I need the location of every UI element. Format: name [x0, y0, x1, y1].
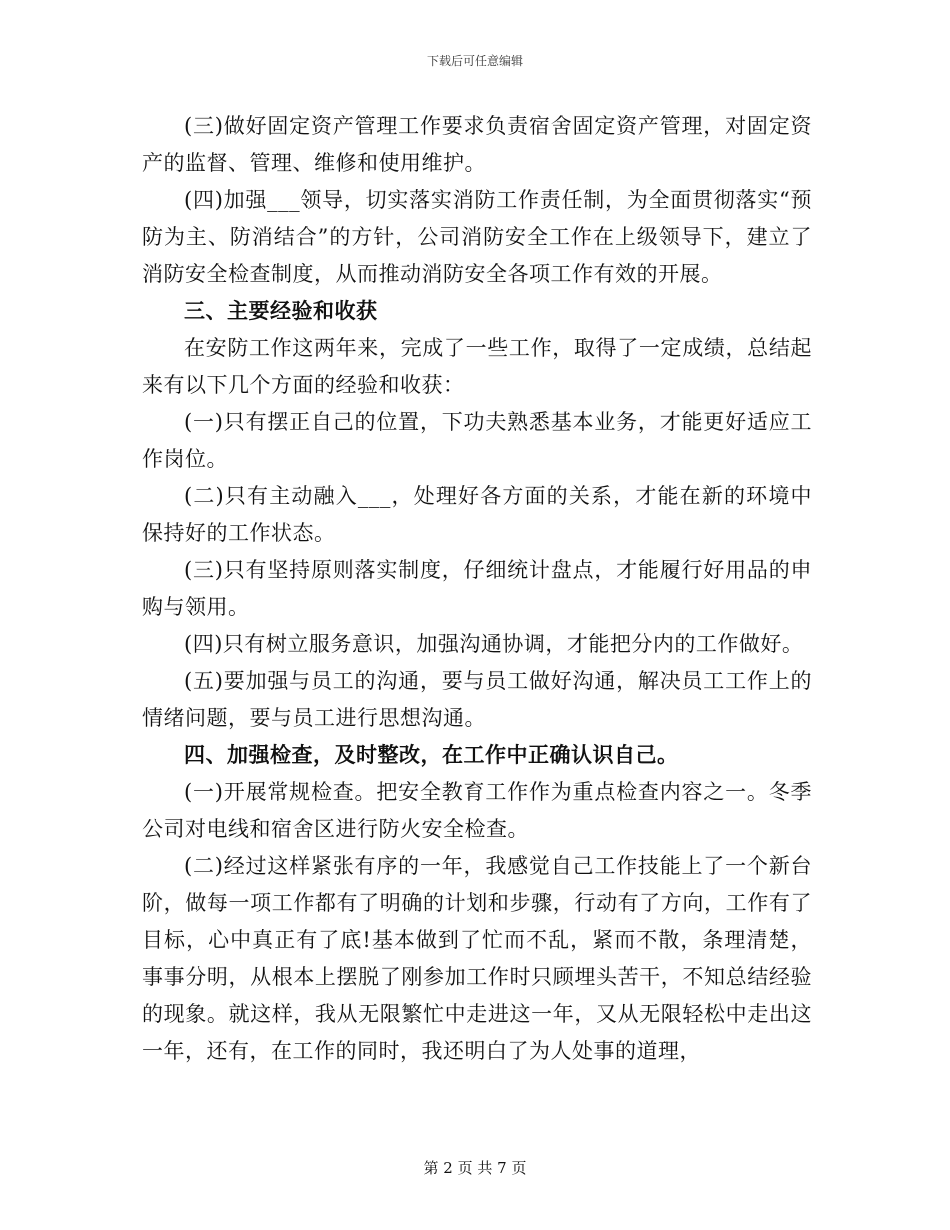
document-body: [142, 108, 812, 1070]
section-heading-inspection: 四、加强检查，及时整改，在工作中正确认识自己。: [184, 743, 679, 767]
paragraph-experience-4: (四)只有树立服务意识，加强沟通协调，才能把分内的工作做好。: [184, 632, 804, 656]
page-number: 第 2 页 共 7 页: [423, 1159, 527, 1177]
paragraph-experience-1: (一)只有摆正自己的位置，下功夫熟悉基本业务，才能更好适应工作岗位。: [142, 410, 812, 471]
paragraph-experience-intro: 在安防工作这两年来，完成了一些工作，取得了一定成绩，总结起来有以下几个方面的经验和收获：: [142, 336, 812, 397]
header-note: 下载后可任意编辑: [426, 54, 523, 68]
section-heading-experience: 三、主要经验和收获: [184, 299, 378, 323]
paragraph-inspection-1: (一)开展常规检查。把安全教育工作作为重点检查内容之一。冬季公司对电线和宿舍区进行防火安全检查。: [142, 780, 812, 841]
paragraph-inspection-2: (二)经过这样紧张有序的一年，我感觉自己工作技能上了一个新台阶，做每一项工作都有了明确的计划和步骤，行动有了方向，工作有了目标，心中真正有了底!基本做到了忙而不乱，紧而不散，条理清楚，事事分明，从根本上摆脱了刚参加工作时只顾埋头苦干，不知总结经验的现象。就这样，我从无限繁忙中走进这一年，又从无限轻松中走出这一年，还有，在工作的同时，我还明白了为人处事的道理，: [142, 854, 812, 1063]
paragraph-experience-5: (五)要加强与员工的沟通，要与员工做好沟通，解决员工工作上的情绪问题，要与员工进行思想沟通。: [142, 669, 812, 730]
paragraph-experience-3: (三)只有坚持原则落实制度，仔细统计盘点，才能履行好用品的申购与领用。: [142, 558, 812, 619]
paragraph-fixed-assets: (三)做好固定资产管理工作要求负责宿舍固定资产管理，对固定资产的监督、管理、维修和使用维护。: [142, 114, 812, 175]
paragraph-experience-2: (二)只有主动融入___，处理好各方面的关系，才能在新的环境中保持好的工作状态。: [142, 484, 812, 545]
paragraph-fire-safety: (四)加强___领导，切实落实消防工作责任制，为全面贯彻落实“预防为主、防消结合”的方针，公司消防安全工作在上级领导下，建立了消防安全检查制度，从而推动消防安全各项工作有效的开展。: [142, 188, 812, 286]
